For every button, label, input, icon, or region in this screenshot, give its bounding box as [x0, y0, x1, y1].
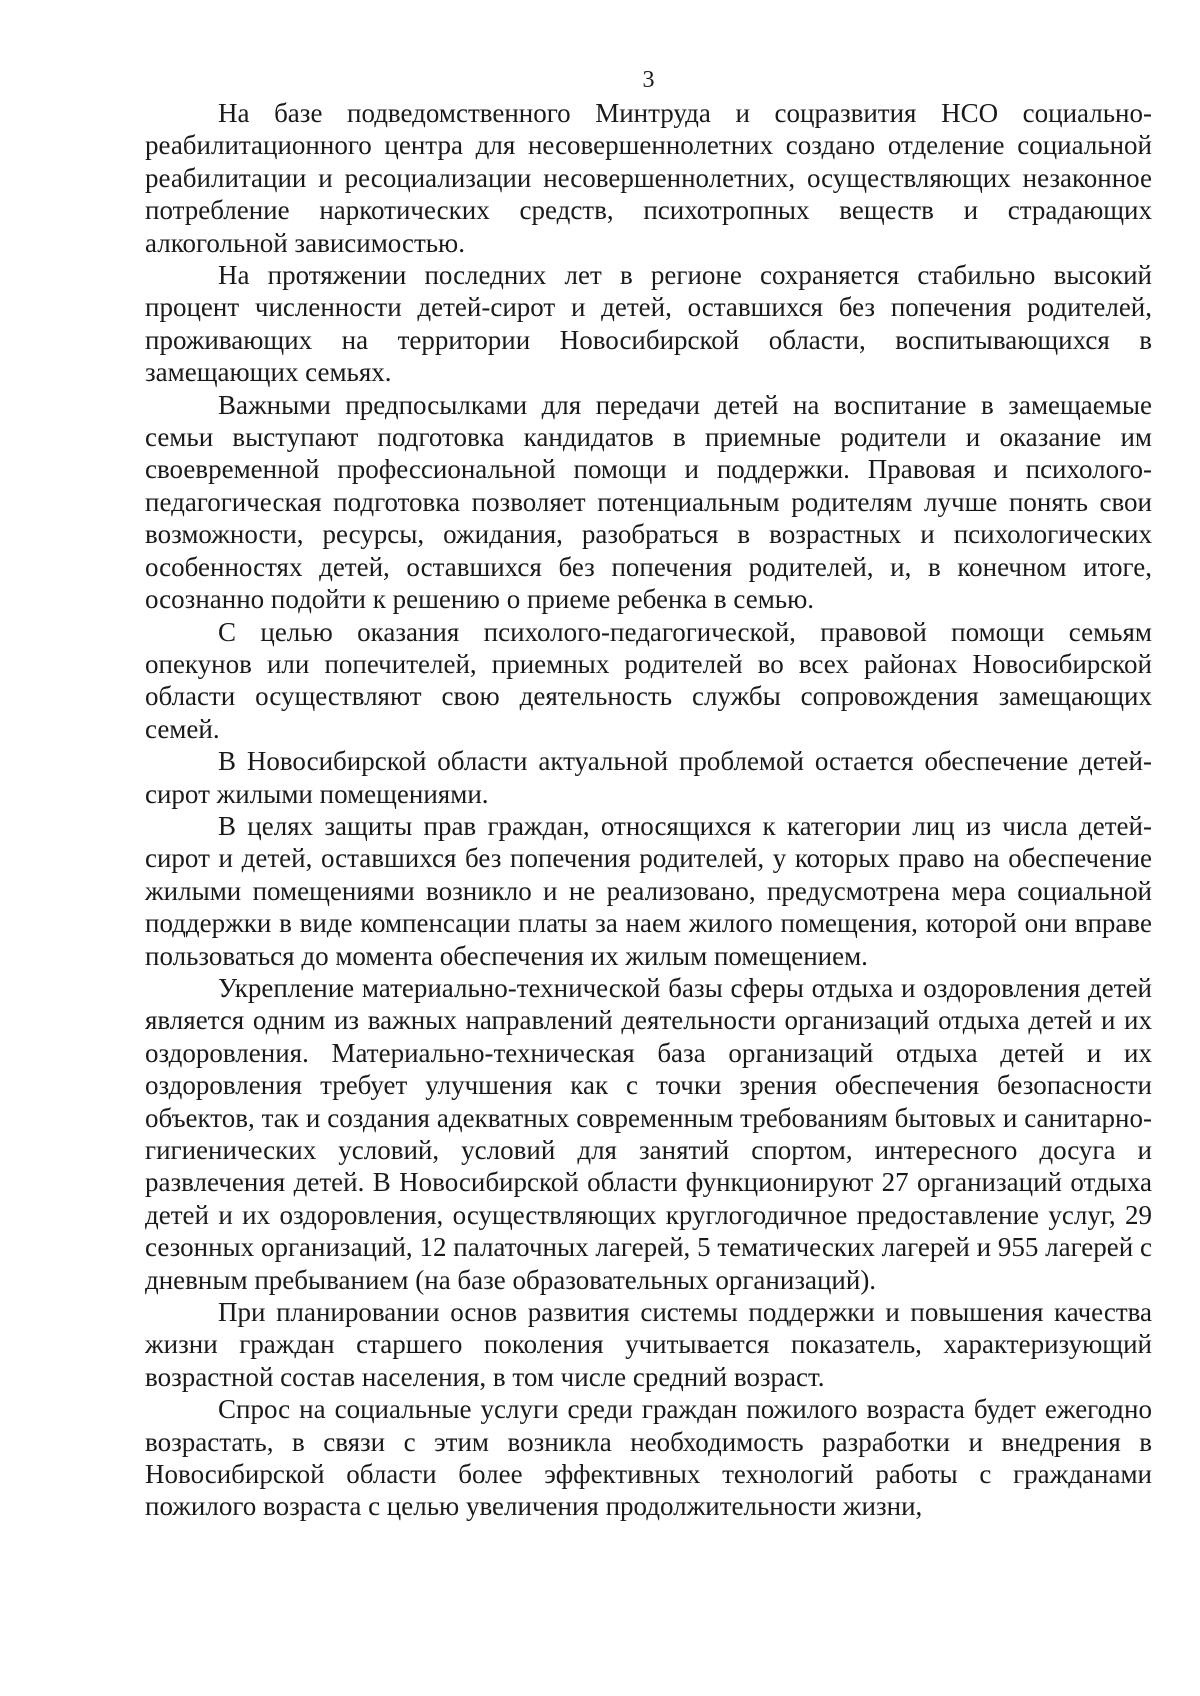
page-number: 3 [642, 67, 655, 93]
paragraph-orphans-share: На протяжении последних лет в регионе сохраняется стабильно высокий процент численности детей-сирот и детей, оставшихся без попечения родителей, проживающих на территории Новосибирской области, воспитывающихся в замещающих семьях. [145, 260, 1152, 388]
paragraph-elderly-planning: При планировании основ развития системы поддержки и повышения качества жизни граждан старшего поколения учитывается показатель, характеризующий возрастной состав населения, в том числе средний возраст. [145, 1297, 1152, 1392]
paragraph-elderly-services: Спрос на социальные услуги среди граждан пожилого возраста будет ежегодно возрастать, в связи с этим возникла необходимость разработки и внедрения в Новосибирской области более эффективных технологий работы с гражданами пожилого возраста с целью увеличения продолжительности жизни, [145, 1394, 1152, 1522]
paragraph-recreation-base: Укрепление материально-технической базы сферы отдыха и оздоровления детей является одним из важных направлений деятельности организаций отдыха детей и их оздоровления. Материально-техническая база организаций отдыха детей и их оздоровления требует улучшения как с точки зрения обеспечения безопасности объектов, так и создания адекватных современным требованиям бытовых и санитарно-гигиенических условий, условий для занятий спортом, интересного досуга и развлечения детей. В Новосибирской области функционируют 27 организаций отдыха детей и их оздоровления, осуществляющих круглогодичное предоставление услуг, 29 сезонных организаций, 12 палаточных лагерей, 5 тематических лагерей и 955 лагерей с дневным пребыванием (на базе образовательных организаций). [145, 972, 1152, 1295]
paragraph-rehabilitation-center: На базе подведомственного Минтруда и соцразвития НСО социально-реабилитационного центра для несовершеннолетних создано отделение социальной реабилитации и ресоциализации несовершеннолетних, осуществляющих незаконное потребление наркотических средств, психотропных веществ и страдающих алкогольной зависимостью. [145, 98, 1152, 258]
paragraph-housing-problem: В Новосибирской области актуальной проблемой остается обеспечение детей-сирот жилыми помещениями. [145, 746, 1152, 809]
document-page [145, 66, 1152, 1523]
paragraph-foster-preparation: Важными предпосылками для передачи детей на воспитание в замещаемые семьи выступают подготовка кандидатов в приемные родители и оказание им своевременной профессиональной помощи и поддержки. Правовая и психолого-педагогическая подготовка позволяет потенциальным родителям лучше понять свои возможности, ресурсы, ожидания, разобраться в возрастных и психологических особенностях детей, оставшихся без попечения родителей, и, в конечном итоге, осознанно подойти к решению о приеме ребенка в семью. [145, 389, 1152, 615]
paragraph-support-services: С целью оказания психолого-педагогической, правовой помощи семьям опекунов или попечителей, приемных родителей во всех районах Новосибирской области осуществляют свою деятельность службы сопровождения замещающих семей. [145, 616, 1152, 744]
paragraph-housing-compensation: В целях защиты прав граждан, относящихся к категории лиц из числа детей-сирот и детей, оставшихся без попечения родителей, у которых право на обеспечение жилыми помещениями возникло и не реализовано, предусмотрена мера социальной поддержки в виде компенсации платы за наем жилого помещения, которой они вправе пользоваться до момента обеспечения их жилым помещением. [145, 810, 1152, 971]
